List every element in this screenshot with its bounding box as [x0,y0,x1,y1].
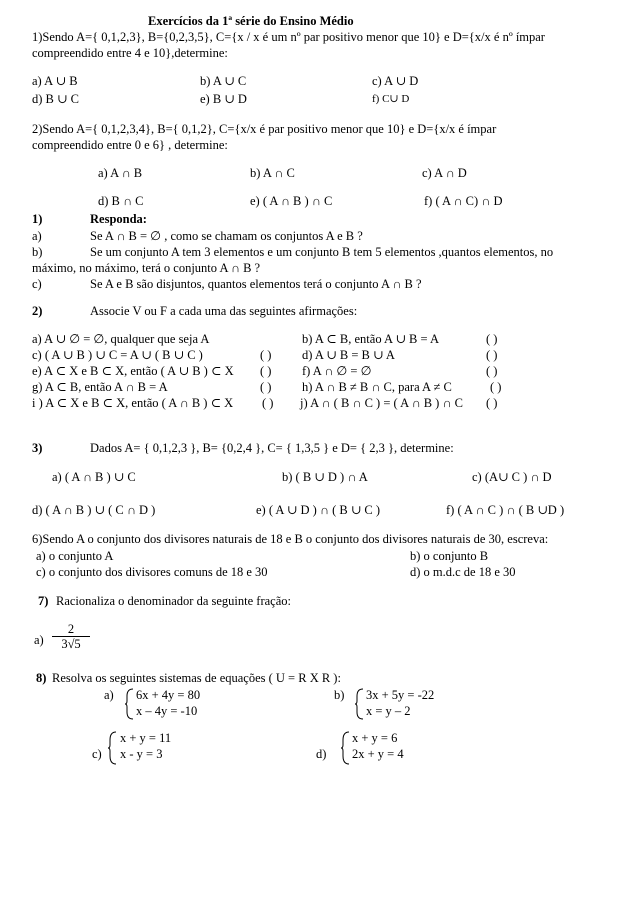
system-d-eq2: 2x + y = 4 [352,747,404,761]
q3-c-label: c) [32,277,42,291]
left-brace-icon [354,688,361,720]
q8-number: 8) [36,671,47,685]
q4-answer-box-i[interactable]: ( ) [262,396,274,410]
q5-item-b: b) ( B ∪ D ) ∩ A [282,470,368,484]
q7-a-label: a) [34,633,44,647]
q4-statement-g: g) A ⊂ B, então A ∩ B = A [32,380,168,394]
system-c-eq1: x + y = 11 [120,731,172,745]
system-c-label: c) [92,747,102,761]
q4-statement-c: c) ( A ∪ B ) ∪ C = A ∪ ( B ∪ C ) [32,348,203,362]
q4-statement-i: i ) A ⊂ X e B ⊂ X, então ( A ∩ B ) ⊂ X [32,396,234,410]
system-d-eq1: x + y = 6 [352,731,398,745]
q7-number: 7) [38,594,49,608]
system-b-eq1: 3x + 5y = -22 [366,688,435,702]
q8-statement: Resolva os seguintes sistemas de equações ( U = R X R ): [52,671,341,685]
q2-item-c: c) A ∩ D [422,166,467,180]
q6-item-c: c) o conjunto dos divisores comuns de 18 e 30 [36,565,268,579]
fraction-numerator: 2 [52,622,90,637]
q4-answer-box-e[interactable]: ( ) [260,364,272,378]
q4-answer-box-b[interactable]: ( ) [486,332,498,346]
q4-statement-a: a) A ∪ ∅ = ∅, qualquer que seja A [32,332,210,346]
q4-statement-h: h) A ∩ B ≠ B ∩ C, para A ≠ C [302,380,452,394]
system-a-eq2: x – 4y = -10 [136,704,198,718]
q3-a-label: a) [32,229,42,243]
system-a-eq1: 6x + 4y = 80 [136,688,201,702]
q1-item-e: e) B ∪ D [200,92,247,106]
q1-item-c: c) A ∪ D [372,74,419,88]
left-brace-icon [340,731,347,765]
q3-b-continuation: máximo, no máximo, terá o conjunto A ∩ B ? [32,261,261,275]
q4-answer-box-c[interactable]: ( ) [260,348,272,362]
q5-item-f: f) ( A ∩ C ) ∩ ( B ∪D ) [446,503,565,517]
q3-number: 1) [32,212,43,226]
q4-number: 2) [32,304,43,318]
q4-answer-box-f[interactable]: ( ) [486,364,498,378]
q4-heading: Associe V ou F a cada uma das seguintes afirmações: [90,304,358,318]
q3-c-text: Se A e B são disjuntos, quantos elementos terá o conjunto A ∩ B ? [90,277,422,291]
q1-item-f: f) C∪ D [372,93,410,105]
q3-a-text: Se A ∩ B = ∅ , como se chamam os conjuntos A e B ? [90,229,363,243]
q2-item-f: f) ( A ∩ C) ∩ D [424,194,503,208]
q5-statement: Dados A= { 0,1,2,3 }, B= {0,2,4 }, C= { 1,3,5 } e D= { 2,3 }, determine: [90,441,454,455]
q1-item-a: a) A ∪ B [32,74,78,88]
q2-item-e: e) ( A ∩ B ) ∩ C [250,194,333,208]
system-a-label: a) [104,688,114,702]
q4-statement-d: d) A ∪ B = B ∪ A [302,348,395,362]
q2-statement-line1: 2)Sendo A={ 0,1,2,3,4}, B={ 0,1,2}, C={x/x é par positivo menor que 10} e D={x/x é ímpar [32,122,497,136]
q2-statement-line2: compreendido entre 0 e 6} , determine: [32,138,228,152]
q3-heading: Responda: [90,212,147,226]
q7-statement: Racionaliza o denominador da seguinte fração: [56,594,291,608]
q4-answer-box-h[interactable]: ( ) [490,380,502,394]
q2-item-a: a) A ∩ B [98,166,143,180]
fraction [52,622,90,651]
q2-item-b: b) A ∩ C [250,166,295,180]
left-brace-icon [124,688,131,720]
q4-statement-j: j) A ∩ ( B ∩ C ) = ( A ∩ B ) ∩ C [300,396,463,410]
left-brace-icon [107,731,114,765]
q5-item-e: e) ( A ∪ D ) ∩ ( B ∪ C ) [256,503,381,517]
fraction-denominator: 3√5 [61,637,81,651]
q1-statement-line2: compreendido entre 4 e 10},determine: [32,46,228,60]
page-title: Exercícios da 1ª série do Ensino Médio [148,14,354,28]
system-b-eq2: x = y – 2 [366,704,411,718]
q6-item-b: b) o conjunto B [410,549,489,563]
q1-item-d: d) B ∪ C [32,92,79,106]
system-d-label: d) [316,747,327,761]
q6-item-a: a) o conjunto A [36,549,114,563]
q1-statement-line1: 1)Sendo A={ 0,1,2,3}, B={0,2,3,5}, C={x / x é um nº par positivo menor que 10} e D={x/x é nº ímpar [32,30,545,44]
system-b-label: b) [334,688,345,702]
q5-item-a: a) ( A ∩ B ) ∪ C [52,470,136,484]
q6-item-d: d) o m.d.c de 18 e 30 [410,565,516,579]
q4-answer-box-g[interactable]: ( ) [260,380,272,394]
q3-b-text: Se um conjunto A tem 3 elementos e um conjunto B tem 5 elementos ,quantos elementos, no [90,245,554,259]
q5-item-c: c) (A∪ C ) ∩ D [472,470,552,484]
q4-statement-b: b) A ⊂ B, então A ∪ B = A [302,332,440,346]
q4-answer-box-j[interactable]: ( ) [486,396,498,410]
q4-answer-box-d[interactable]: ( ) [486,348,498,362]
q1-item-b: b) A ∪ C [200,74,247,88]
q5-number: 3) [32,441,43,455]
q3-b-label: b) [32,245,43,259]
q2-item-d: d) B ∩ C [98,194,144,208]
q4-statement-f: f) A ∩ ∅ = ∅ [302,364,372,378]
q5-item-d: d) ( A ∩ B ) ∪ ( C ∩ D ) [32,503,156,517]
q4-statement-e: e) A ⊂ X e B ⊂ X, então ( A ∪ B ) ⊂ X [32,364,234,378]
q6-statement: 6)Sendo A o conjunto dos divisores naturais de 18 e B o conjunto dos divisores naturais de 30, escreva: [32,532,549,546]
system-c-eq2: x - y = 3 [120,747,163,761]
